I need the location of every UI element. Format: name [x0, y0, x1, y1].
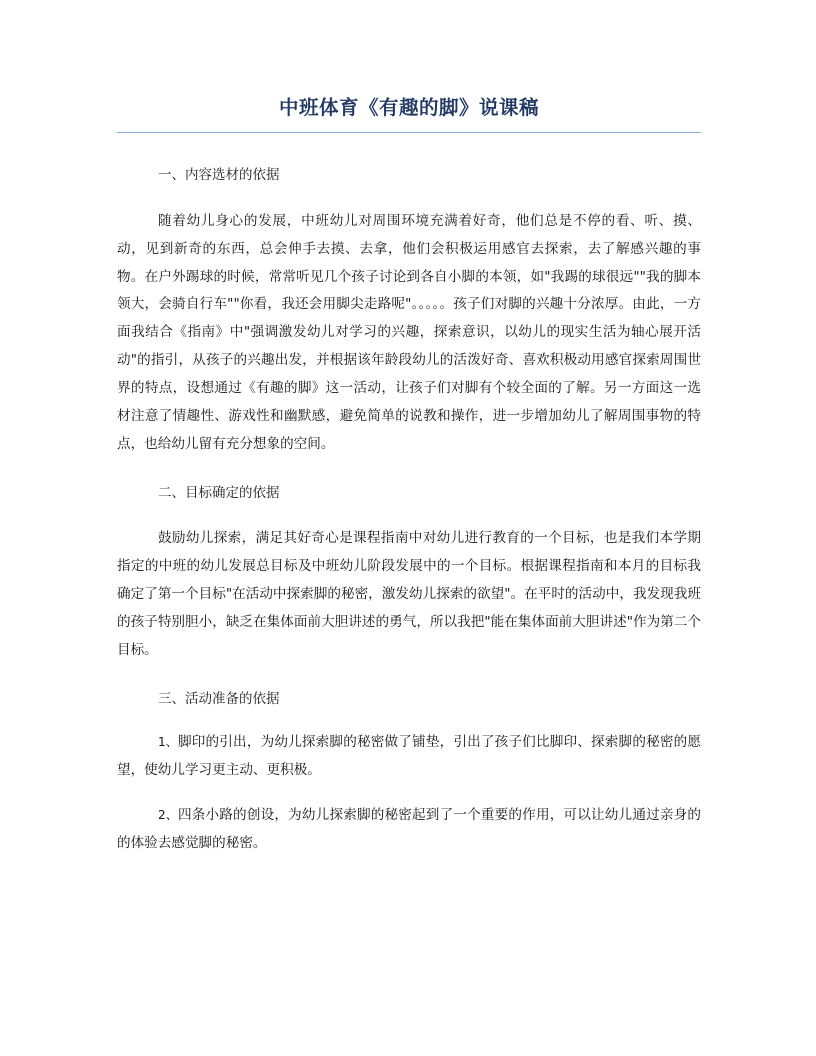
- list-item-text: 脚印的引出，为幼儿探索脚的秘密做了铺垫，引出了孩子们比脚印、探索脚的秘密的愿望，使幼儿学习更主动、更积极。: [117, 734, 701, 779]
- list-item: [117, 712, 701, 785]
- list-item: [117, 785, 701, 858]
- page-title: 中班体育《有趣的脚》说课稿: [278, 96, 539, 119]
- section-2-paragraph-1: 鼓励幼儿探索，满足其好奇心是课程指南中对幼儿进行教育的一个目标，也是我们本学期指定的中班的幼儿发展总目标及中班幼儿阶段发展中的一个目标。根据课程指南和本月的目标我确定了第一个目标"在活动中探索脚的秘密，激发幼儿探索的欲望"。在平时的活动中，我发现我班的孩子特别胆小，缺乏在集体面前大胆讲述的勇气，所以我把"能在集体面前大胆讲述"作为第二个目标。: [117, 530, 701, 658]
- list-item-text: 四条小路的创设，为幼儿探索脚的秘密起到了一个重要的作用，可以让幼儿通过亲身的的体验去感觉脚的秘密。: [117, 806, 701, 851]
- list-item-number: 2、: [158, 807, 178, 822]
- section-heading-2: 二、目标确定的依据: [158, 484, 280, 501]
- document-content: [117, 0, 701, 858]
- section-1-paragraph-1: 随着幼儿身心的发展，中班幼儿对周围环境充满着好奇，他们总是不停的看、听、摸、动，见到新奇的东西，总会伸手去摸、去拿，他们会积极运用感官去探索，去了解感兴趣的事物。在户外踢球的时候，常常听见几个孩子讨论到各自小脚的本领，如"我踢的球很远""我的脚本领大，会骑自行车""你看，我还会用脚尖走路呢"。。。。。孩子们对脚的兴趣十分浓厚。由此，一方面我结合《指南》中"强调激发幼儿对学习的兴趣，探索意识，以幼儿的现实生活为轴心展开活动"的指引，从孩子的兴趣出发，并根据该年龄段幼儿的活泼好奇、喜欢积极动用感官探索周围世界的特点，设想通过《有趣的脚》这一活动，让孩子们对脚有个较全面的了解。另一方面这一选材注意了情趣性、游戏性和幽默感，避免简单的说教和操作，进一步增加幼儿了解周围事物的特点，也给幼儿留有充分想象的空间。: [117, 212, 701, 452]
- title-divider: [117, 132, 701, 133]
- list-item-number: 1、: [158, 735, 178, 750]
- section-heading-3: 三、活动准备的依据: [158, 690, 280, 707]
- section-heading-1: 一、内容选材的依据: [158, 167, 280, 184]
